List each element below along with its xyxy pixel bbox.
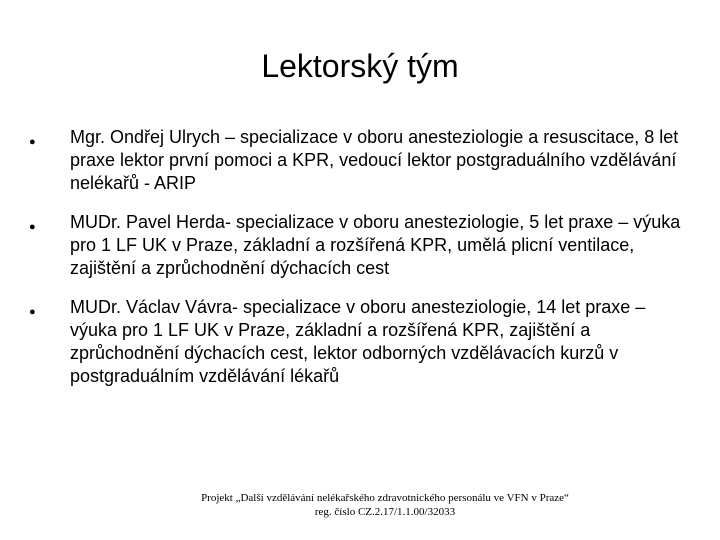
lecturer-item (28, 126, 688, 195)
lecturer-item (28, 296, 688, 388)
lecturer-text: MUDr. Václav Vávra- specializace v oboru anesteziologie, 14 let praxe – výuka pro 1 LF UK v Praze, základní a rozšířená KPR, zajištění a zprůchodnění dýchacích cest, lektor odborných vzdělávacích kurzů v postgraduálním vzdělávání lékařů (70, 297, 646, 386)
project-footer (0, 491, 720, 519)
lecturer-item (28, 211, 688, 280)
bullet-icon: ● (29, 306, 36, 318)
lecturer-list (28, 126, 688, 404)
lecturer-text: MUDr. Pavel Herda- specializace v oboru anesteziologie, 5 let praxe – výuka pro 1 LF UK v Praze, základní a rozšířená KPR, umělá plicní ventilace, zajištění a zprůchodnění dýchacích cest (70, 212, 681, 278)
bullet-icon: ● (29, 221, 36, 233)
bullet-icon: ● (29, 136, 36, 148)
footer-registration-number: reg. číslo CZ.2.17/1.1.00/32033 (314, 506, 456, 518)
slide-title: Lektorský tým (261, 48, 459, 84)
footer-project-name: Projekt „Další vzdělávání nelékařského zdravotnického personálu ve VFN v Praze“ (201, 492, 569, 504)
lecturer-text: Mgr. Ondřej Ulrych – specializace v oboru anesteziologie a resuscitace, 8 let praxe lektor první pomoci a KPR, vedoucí lektor postgraduálního vzdělávání nelékařů - ARIP (70, 127, 679, 193)
